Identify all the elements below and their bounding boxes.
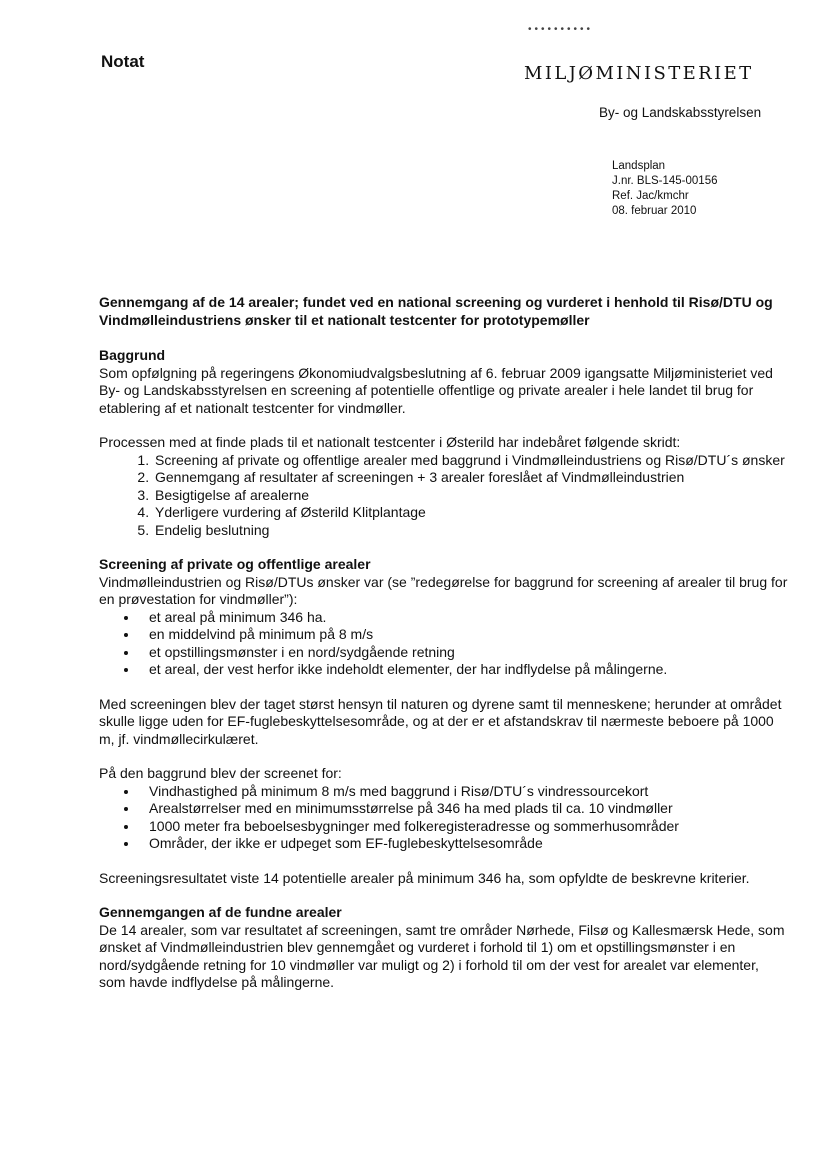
meta-journal-number: J.nr. BLS-145-00156 xyxy=(612,175,718,187)
meta-date: 08. februar 2010 xyxy=(612,205,697,217)
list-item: • et opstillingsmønster i en nord/sydgående retning xyxy=(139,644,789,662)
process-steps-list xyxy=(99,452,789,540)
list-item: • et areal på minimum 346 ha. xyxy=(139,609,789,627)
list-item: 4. Yderligere vurdering af Østerild Klitplantage xyxy=(153,504,789,522)
section-heading-screening: Screening af private og offentlige arealer xyxy=(99,556,371,572)
document-body xyxy=(99,294,789,992)
list-item: • Arealstørrelser med en minimumsstørrelse på 346 ha med plads til ca. 10 vindmøller xyxy=(139,800,789,818)
screening-result: Screeningsresultatet viste 14 potentielle arealer på minimum 346 ha, som opfyldte de beskrevne kriterier. xyxy=(99,869,750,886)
meta-department: Landsplan xyxy=(612,160,666,172)
meta-reference: Ref. Jac/kmchr xyxy=(612,190,689,202)
list-item: • Områder, der ikke er udpeget som EF-fuglebeskyttelsesområde xyxy=(139,835,789,853)
list-item: • en middelvind på minimum på 8 m/s xyxy=(139,626,789,644)
baggrund-paragraph: Som opfølgning på regeringens Økonomiudvalgsbeslutning af 6. februar 2009 igangsatte Miljøministeriet ved By- og Landskabsstyrelsen en screening af potentielle offentlige og private arealer i hele landet til brug for etablering af et nationalt testcenter for vindmøller. xyxy=(99,364,773,416)
section-heading-baggrund: Baggrund xyxy=(99,347,166,363)
screening-intro: Vindmølleindustrien og Risø/DTUs ønsker var (se ”redegørelse for baggrund for screening af arealer til brug for en prøvestation for vindmøller”): xyxy=(99,573,788,607)
ministry-logo: MILJØMINISTERIET xyxy=(524,63,754,84)
document-title: Gennemgang af de 14 arealer; fundet ved en national screening og vurderet i henhold til Risø/DTU og Vindmølleindustriens ønsker til et nationalt testcenter for prototypemøller xyxy=(99,294,773,328)
list-item: 2. Gennemgang af resultater af screeningen + 3 arealer foreslået af Vindmølleindustrien xyxy=(153,469,789,487)
list-item: • Vindhastighed på minimum 8 m/s med baggrund i Risø/DTU´s vindressourcekort xyxy=(139,783,789,801)
screening-criteria-intro: På den baggrund blev der screenet for: xyxy=(99,765,342,781)
list-item: 1. Screening af private og offentlige arealer med baggrund i Vindmølleindustriens og Risø/DTU´s ønsker xyxy=(153,452,789,470)
list-item: 5. Endelig beslutning xyxy=(153,522,789,540)
list-item: • 1000 meter fra beboelsesbygninger med folkeregisteradresse og sommerhusområder xyxy=(139,818,789,836)
logo-dots: •••••••••• xyxy=(528,24,594,35)
agency-name: By- og Landskabsstyrelsen xyxy=(599,105,762,120)
document-meta xyxy=(612,159,718,219)
screening-considerations: Med screeningen blev der taget størst hensyn til naturen og dyrene samt til menneskene; herunder at området skulle ligge uden for EF-fuglebeskyttelsesområde, og at der er et afstandskrav til nærmeste beboere på 1000 m, jf. vindmøllecirkulæret. xyxy=(99,695,782,747)
section-heading-gennemgang: Gennemgangen af de fundne arealer xyxy=(99,904,342,920)
wishes-list xyxy=(99,609,789,679)
criteria-list xyxy=(99,783,789,853)
process-intro: Processen med at finde plads til et nationalt testcenter i Østerild har indebåret følgende skridt: xyxy=(99,434,681,450)
document-type-label: Notat xyxy=(101,52,145,71)
gennemgang-paragraph: De 14 arealer, som var resultatet af screeningen, samt tre områder Nørhede, Filsø og Kallesmærsk Hede, som ønsket af Vindmølleindustrien blev gennemgået og vurderet i forhold til 1) om et opstillingsmønster i en nord/sydgående retning for 10 vindmøller var muligt og 2) i forhold til om der vest for arealet var elementer, som havde indflydelse på målingerne. xyxy=(99,921,785,990)
list-item: 3. Besigtigelse af arealerne xyxy=(153,487,789,505)
list-item: • et areal, der vest herfor ikke indeholdt elementer, der har indflydelse på målingerne. xyxy=(139,661,789,679)
